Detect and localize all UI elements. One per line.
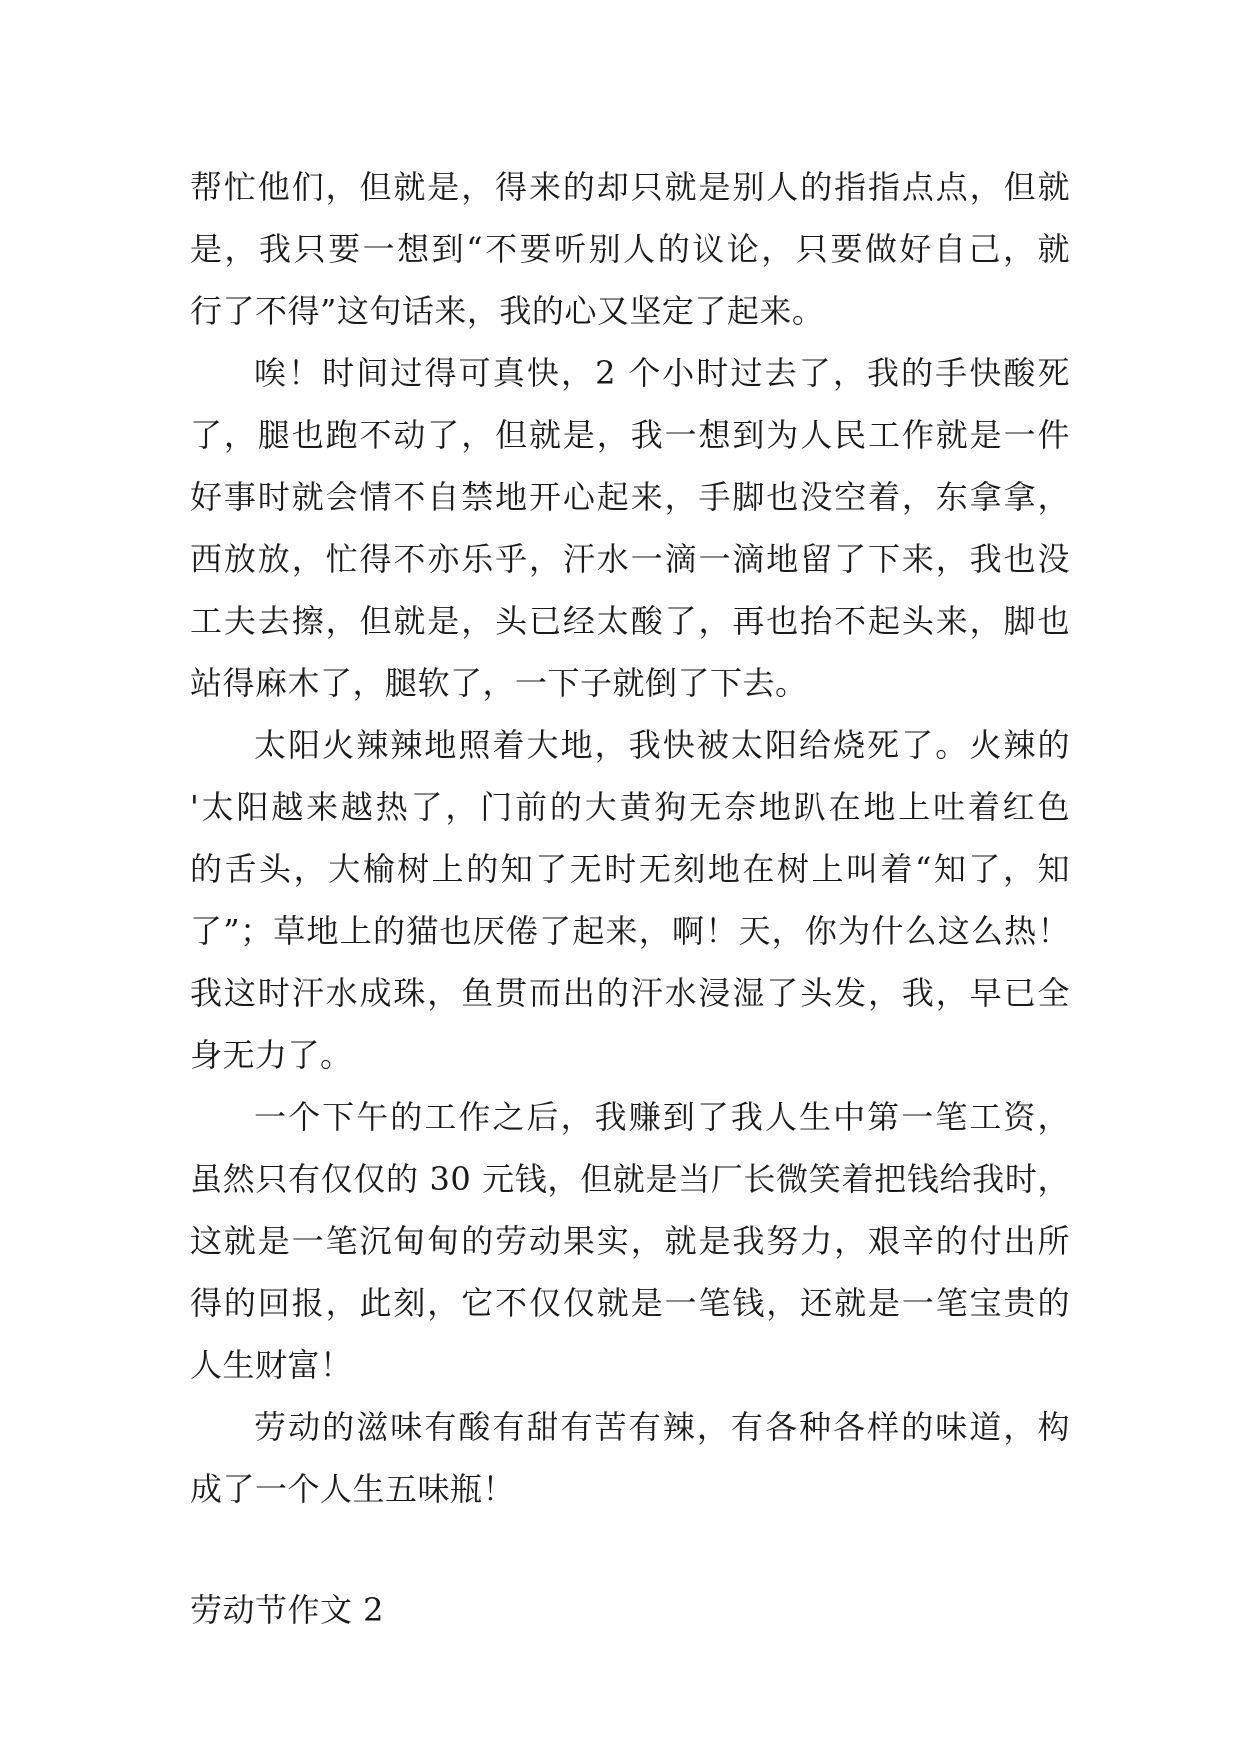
- text-line: 了”；草地上的猫也厌倦了起来，啊！天，你为什么这么热！: [190, 912, 1070, 950]
- text-line: 西放放，忙得不亦乐乎，汗水一滴一滴地留了下来，我也没: [190, 540, 1070, 578]
- paragraph-first-line: 唉！时间过得可真快，2 个小时过去了，我的手快酸死: [254, 354, 1070, 392]
- text-line: 的舌头，大榆树上的知了无时无刻地在树上叫着“知了，知: [190, 850, 1070, 888]
- text-line: 行了不得”这句话来，我的心又坚定了起来。: [190, 292, 825, 330]
- text-line: 人生财富！: [190, 1346, 353, 1384]
- text-line: 是，我只要一想到“不要听别人的议论，只要做好自己，就: [190, 230, 1070, 268]
- text-line: 这就是一笔沉甸甸的劳动果实，就是我努力，艰辛的付出所: [190, 1222, 1070, 1260]
- paragraph-first-line: 太阳火辣辣地照着大地，我快被太阳给烧死了。火辣的: [254, 726, 1070, 764]
- paragraph-first-line: 一个下午的工作之后，我赚到了我人生中第一笔工资，: [254, 1098, 1070, 1136]
- text-line: 站得麻木了，腿软了，一下子就倒了下去。: [190, 664, 808, 702]
- text-line: 帮忙他们，但就是，得来的却只就是别人的指指点点，但就: [190, 168, 1070, 206]
- text-line: 成了一个人生五味瓶！: [190, 1470, 516, 1508]
- text-line: '太阳越来越热了，门前的大黄狗无奈地趴在地上吐着红色: [190, 788, 1070, 826]
- text-line: 身无力了。: [190, 1036, 353, 1074]
- text-line: 得的回报，此刻，它不仅仅就是一笔钱，还就是一笔宝贵的: [190, 1284, 1070, 1322]
- text-line: 虽然只有仅仅的 30 元钱，但就是当厂长微笑着把钱给我时，: [190, 1160, 1070, 1198]
- text-line: 好事时就会情不自禁地开心起来，手脚也没空着，东拿拿，: [190, 478, 1070, 516]
- text-line: 了，腿也跑不动了，但就是，我一想到为人民工作就是一件: [190, 416, 1070, 454]
- paragraph-first-line: 劳动的滋味有酸有甜有苦有辣，有各种各样的味道，构: [254, 1408, 1070, 1446]
- section-heading: 劳动节作文 2: [190, 1591, 385, 1629]
- text-line: 我这时汗水成珠，鱼贯而出的汗水浸湿了头发，我，早已全: [190, 974, 1070, 1012]
- text-line: 工夫去擦，但就是，头已经太酸了，再也抬不起头来，脚也: [190, 602, 1070, 640]
